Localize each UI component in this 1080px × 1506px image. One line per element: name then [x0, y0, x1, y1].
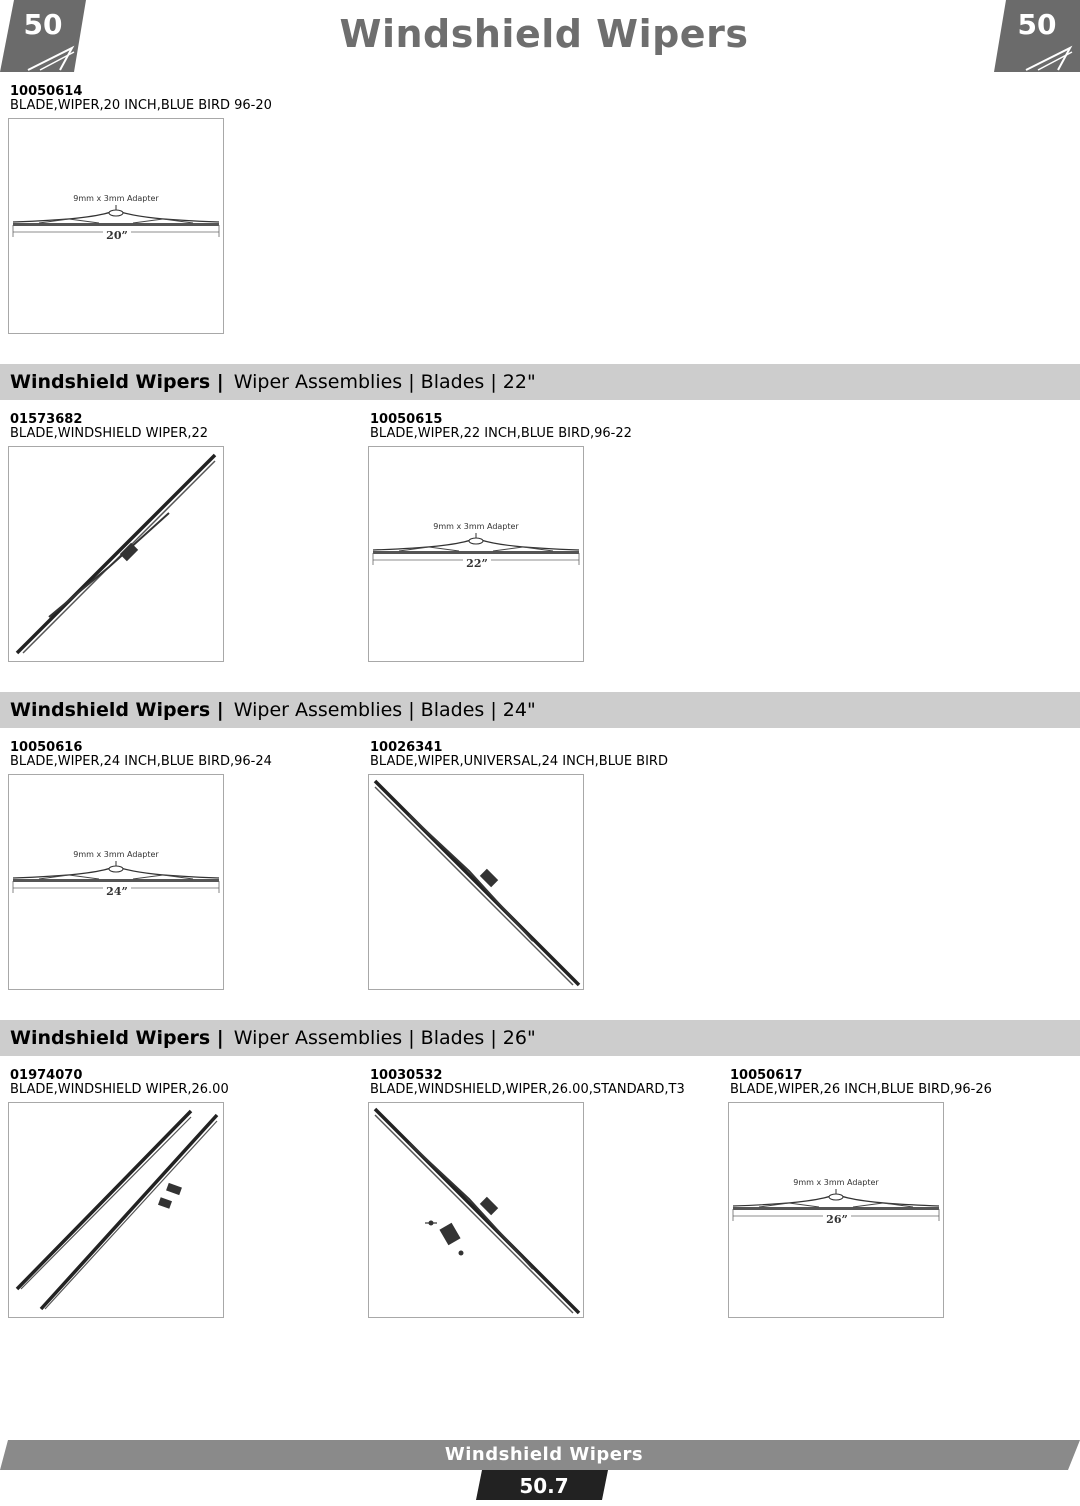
image-dimension: 24” [106, 885, 128, 898]
section-header [0, 692, 1080, 728]
product-description: BLADE,WINDSHIELD WIPER,22 [10, 426, 209, 441]
product-description: BLADE,WINDSHIELD WIPER,26.00 [10, 1082, 229, 1097]
section-subtitle: Wiper Assemblies | Blades | 22" [233, 371, 536, 393]
section-number: 50 [23, 8, 63, 41]
page-title: Windshield Wipers [339, 12, 749, 56]
image-callout: 9mm x 3mm Adapter [73, 850, 159, 859]
product-item [370, 412, 710, 570]
product-item [370, 1069, 710, 1097]
image-callout: 9mm x 3mm Adapter [73, 194, 159, 203]
product-item [10, 84, 350, 242]
product-number: 10050617 [730, 1068, 803, 1083]
section-subtitle: Wiper Assemblies | Blades | 24" [233, 699, 536, 721]
product-item [10, 413, 350, 441]
product-number: 01573682 [10, 412, 83, 427]
image-dimension: 22” [466, 557, 488, 570]
product-item [10, 740, 350, 898]
product-image [368, 446, 584, 662]
product-image [8, 118, 224, 334]
product-description: BLADE,WIPER,UNIVERSAL,24 INCH,BLUE BIRD [370, 754, 668, 769]
section-header [0, 1020, 1080, 1056]
product-number: 10026341 [370, 740, 443, 755]
product-description: BLADE,WIPER,24 INCH,BLUE BIRD,96-24 [10, 754, 272, 769]
product-description: BLADE,WINDSHIELD,WIPER,26.00,STANDARD,T3 [370, 1082, 685, 1097]
product-image [8, 774, 224, 990]
product-item [10, 1069, 350, 1097]
footer-title: Windshield Wipers [444, 1444, 644, 1465]
image-callout: 9mm x 3mm Adapter [793, 1178, 879, 1187]
section-title: Windshield Wipers | [10, 371, 224, 393]
product-image [368, 774, 584, 990]
product-number: 10050614 [10, 84, 83, 99]
product-description: BLADE,WIPER,26 INCH,BLUE BIRD,96-26 [730, 1082, 992, 1097]
product-description: BLADE,WIPER,22 INCH,BLUE BIRD,96-22 [370, 426, 632, 441]
section-number: 50 [1017, 8, 1057, 41]
image-dimension: 26” [826, 1213, 848, 1226]
product-number: 01974070 [10, 1068, 83, 1083]
product-item [370, 741, 710, 769]
section-tab-right [994, 0, 1080, 72]
product-number: 10030532 [370, 1068, 443, 1083]
section-title: Windshield Wipers | [10, 1027, 224, 1049]
image-dimension: 20” [106, 229, 128, 242]
product-image [728, 1102, 944, 1318]
product-number: 10050615 [370, 412, 443, 427]
product-number: 10050616 [10, 740, 83, 755]
product-description: BLADE,WIPER,20 INCH,BLUE BIRD 96-20 [10, 98, 272, 113]
product-image [8, 1102, 224, 1318]
image-callout: 9mm x 3mm Adapter [433, 522, 519, 531]
section-title: Windshield Wipers | [10, 699, 224, 721]
product-image [8, 446, 224, 662]
product-item [730, 1068, 1070, 1226]
page-number: 50.7 [519, 1474, 569, 1498]
product-image [368, 1102, 584, 1318]
section-subtitle: Wiper Assemblies | Blades | 26" [233, 1027, 536, 1049]
section-header [0, 364, 1080, 400]
